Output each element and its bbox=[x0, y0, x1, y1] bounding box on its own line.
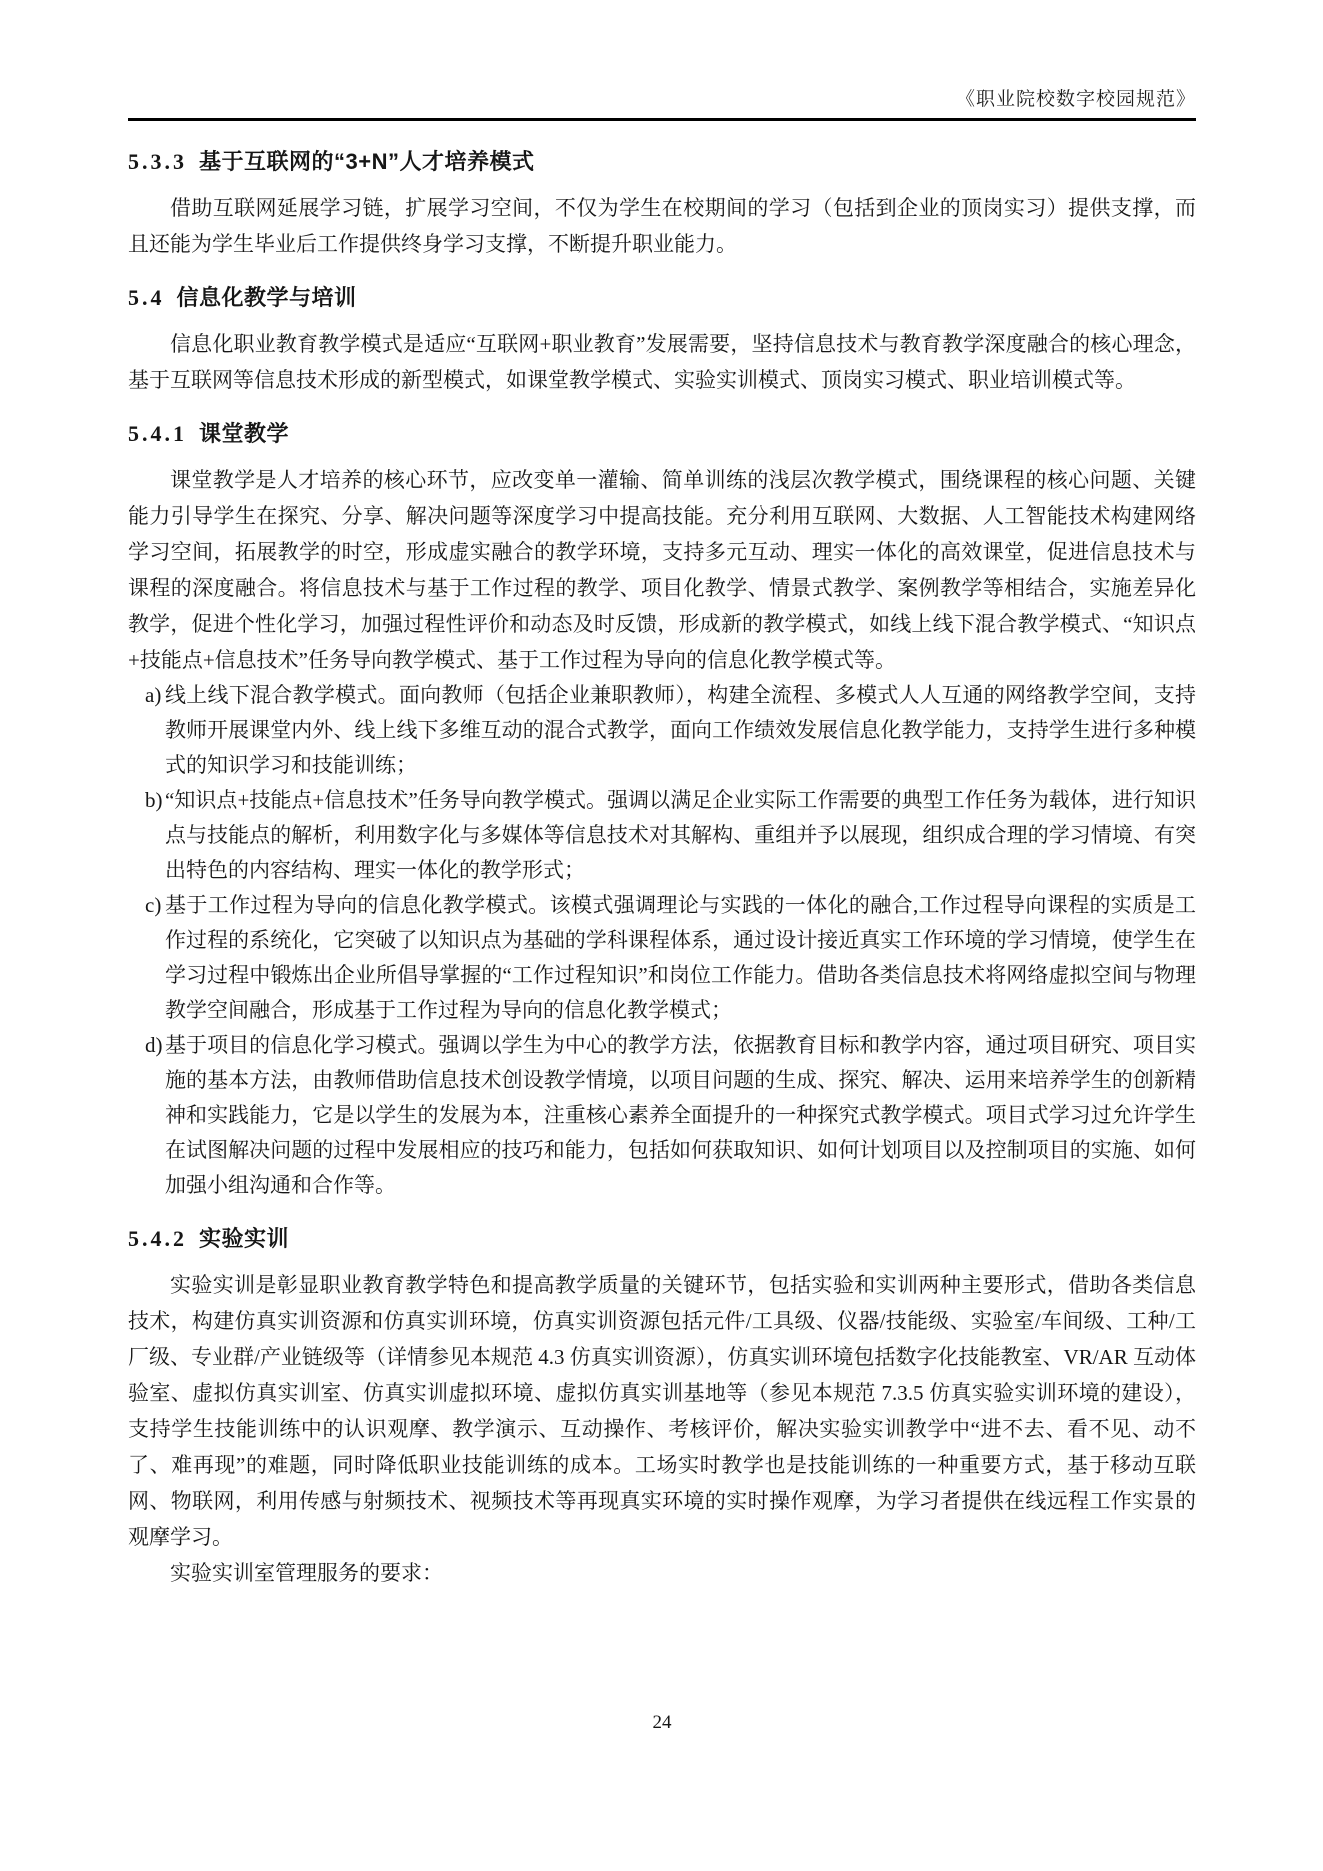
section-number: 5.3.3 bbox=[128, 149, 187, 174]
section-title: 信息化教学与培训 bbox=[176, 285, 357, 310]
running-header-title: 《职业院校数字校园规范》 bbox=[955, 89, 1196, 110]
paragraph-5-4-2: 实验实训是彰显职业教育教学特色和提高教学质量的关键环节，包括实验和实训两种主要形式，借助各类信息技术，构建仿真实训资源和仿真实训环境，仿真实训资源包括元件/工具级、仪器/技能级、实验室/车间级、工种/工厂级、专业群/产业链级等（详情参见本规范 4.3 仿真实训资源），仿真实训环境包括数字化技能教室、VR/AR 互动体验室、虚拟仿真实训室、仿真实训虚拟环境、虚拟仿真实训基地等（参见本规范 7.3.5 仿真实验实训环境的建设），支持学生技能训练中的认识观摩、教学演示、互动操作、考核评价，解决实验实训教学中“进不去、看不见、动不了、难再现”的难题，同时降低职业技能训练的成本。工场实时教学也是技能训练的一种重要方式，基于移动互联网、物联网，利用传感与射频技术、视频技术等再现真实环境的实时操作观摩，为学习者提供在线远程工作实景的观摩学习。 bbox=[128, 1273, 1196, 1549]
section-title: 课堂教学 bbox=[199, 421, 290, 446]
list-item-text: 基于项目的信息化学习模式。强调以学生为中心的教学方法，依据教育目标和教学内容，通过项目研究、项目实施的基本方法，由教师借助信息技术创设教学情境，以项目问题的生成、探究、解决、运用来培养学生的创新精神和实践能力，它是以学生的发展为本，注重核心素养全面提升的一种探究式教学模式。项目式学习过允许学生在试图解决问题的过程中发展相应的技巧和能力，包括如何获取知识、如何计划项目以及控制项目的实施、如何加强小组沟通和合作等。 bbox=[165, 1033, 1196, 1197]
section-title: 实验实训 bbox=[199, 1226, 290, 1251]
list-item-text: “知识点+技能点+信息技术”任务导向教学模式。强调以满足企业实际工作需要的典型工作任务为载体，进行知识点与技能点的解析，利用数字化与多媒体等信息技术对其解构、重组并予以展现，组织成合理的学习情境、有突出特色的内容结构、理实一体化的教学形式； bbox=[165, 788, 1196, 882]
list-marker: b) bbox=[145, 788, 163, 812]
list-item-a bbox=[128, 678, 1196, 783]
section-number: 5.4.1 bbox=[128, 421, 187, 446]
paragraph-5-4-1: 课堂教学是人才培养的核心环节，应改变单一灌输、简单训练的浅层次教学模式，围绕课程的核心问题、关键能力引导学生在探究、分享、解决问题等深度学习中提高技能。充分利用互联网、大数据、人工智能技术构建网络学习空间，拓展教学的时空，形成虚实融合的教学环境，支持多元互动、理实一体化的高效课堂，促进信息技术与课程的深度融合。将信息技术与基于工作过程的教学、项目化教学、情景式教学、案例教学等相结合，实施差异化教学，促进个性化学习，加强过程性评价和动态及时反馈，形成新的教学模式，如线上线下混合教学模式、“知识点+技能点+信息技术”任务导向教学模式、基于工作过程为导向的信息化教学模式等。 bbox=[128, 468, 1196, 672]
list-item-text: 基于工作过程为导向的信息化教学模式。该模式强调理论与实践的一体化的融合,工作过程导向课程的实质是工作过程的系统化，它突破了以知识点为基础的学科课程体系，通过设计接近真实工作环境的学习情境，使学生在学习过程中锻炼出企业所倡导掌握的“工作过程知识”和岗位工作能力。借助各类信息技术将网络虚拟空间与物理教学空间融合，形成基于工作过程为导向的信息化教学模式； bbox=[165, 893, 1196, 1022]
list-marker: d) bbox=[145, 1033, 163, 1057]
section-heading-5-3-3 bbox=[128, 146, 1196, 178]
header-rule bbox=[128, 118, 1196, 121]
list-item-text: 线上线下混合教学模式。面向教师（包括企业兼职教师），构建全流程、多模式人人互通的网络教学空间，支持教师开展课堂内外、线上线下多维互动的混合式教学，面向工作绩效发展信息化教学能力，支持学生进行多种模式的知识学习和技能训练； bbox=[165, 683, 1196, 777]
teaching-mode-list bbox=[128, 678, 1196, 1203]
running-header bbox=[128, 84, 1196, 111]
paragraph-5-4: 信息化职业教育教学模式是适应“互联网+职业教育”发展需要，坚持信息技术与教育教学深度融合的核心理念，基于互联网等信息技术形成的新型模式，如课堂教学模式、实验实训模式、顶岗实习模式、职业培训模式等。 bbox=[128, 332, 1196, 392]
section-heading-5-4-2 bbox=[128, 1223, 1196, 1255]
list-item-b bbox=[128, 783, 1196, 888]
paragraph-5-3-3: 借助互联网延展学习链，扩展学习空间，不仅为学生在校期间的学习（包括到企业的顶岗实习）提供支撑，而且还能为学生毕业后工作提供终身学习支撑，不断提升职业能力。 bbox=[128, 196, 1196, 256]
section-number: 5.4 bbox=[128, 285, 165, 310]
section-heading-5-4 bbox=[128, 282, 1196, 314]
list-marker: a) bbox=[145, 683, 162, 707]
section-heading-5-4-1 bbox=[128, 418, 1196, 450]
document-content bbox=[128, 146, 1196, 1591]
section-number: 5.4.2 bbox=[128, 1226, 187, 1251]
list-item-c bbox=[128, 888, 1196, 1028]
list-item-d bbox=[128, 1028, 1196, 1203]
paragraph-5-4-2-requirements: 实验实训室管理服务的要求： bbox=[170, 1561, 443, 1585]
list-marker: c) bbox=[145, 893, 162, 917]
section-title: 基于互联网的“3+N”人才培养模式 bbox=[199, 149, 535, 174]
page-number: 24 bbox=[652, 1712, 672, 1733]
